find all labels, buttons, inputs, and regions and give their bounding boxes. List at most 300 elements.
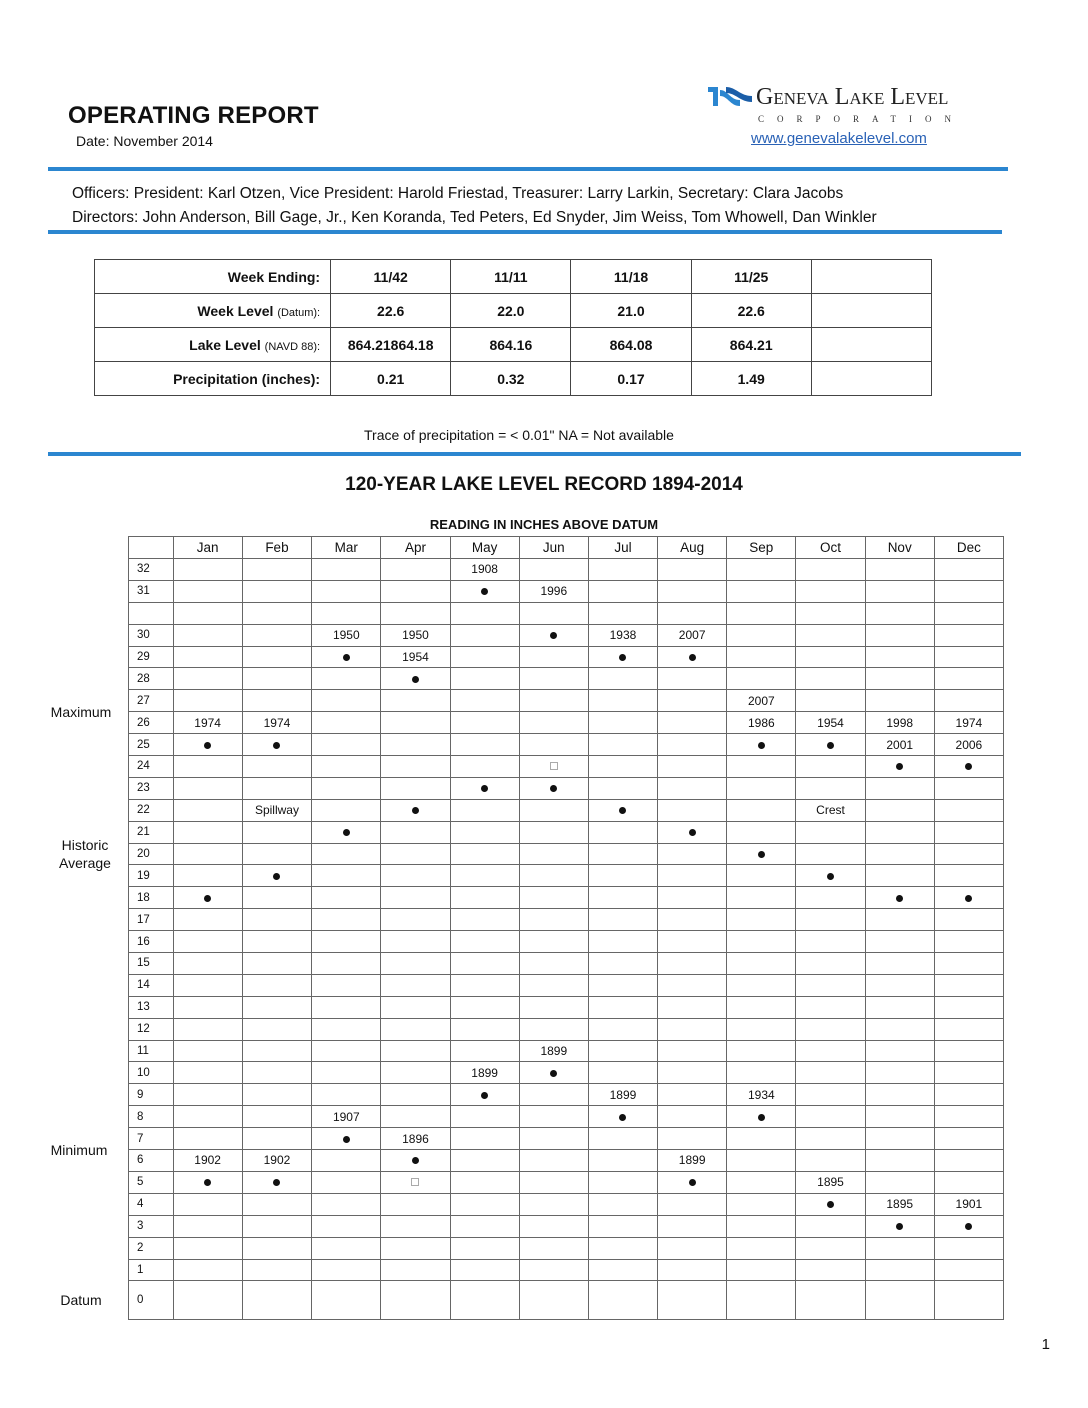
level-dot bbox=[273, 873, 280, 880]
level-row bbox=[129, 1215, 1004, 1237]
level-dot-cell bbox=[312, 1128, 381, 1150]
weekly-table bbox=[94, 259, 932, 396]
level-year-cell: 1998 bbox=[865, 712, 934, 734]
level-row bbox=[129, 624, 1004, 646]
level-dot bbox=[758, 1114, 765, 1121]
grid-cell bbox=[242, 1018, 312, 1040]
grid-cell bbox=[658, 1281, 727, 1320]
level-dot-cell bbox=[450, 580, 519, 602]
level-label: 25 bbox=[129, 734, 174, 756]
level-dot bbox=[343, 1136, 350, 1143]
grid-cell bbox=[658, 1040, 727, 1062]
grid-cell bbox=[450, 953, 519, 975]
level-label: 12 bbox=[129, 1018, 174, 1040]
open-square-marker bbox=[411, 1178, 419, 1186]
grid-cell bbox=[796, 1150, 865, 1172]
weekly-row bbox=[95, 328, 932, 362]
grid-cell bbox=[588, 734, 657, 756]
grid-cell bbox=[519, 559, 588, 581]
grid-cell bbox=[381, 734, 450, 756]
grid-cell bbox=[381, 1062, 450, 1084]
level-dot bbox=[758, 742, 765, 749]
grid-cell bbox=[312, 580, 381, 602]
weekly-cell: 11/42 bbox=[331, 260, 451, 294]
level-dot-cell bbox=[865, 756, 934, 778]
level-dot bbox=[896, 895, 903, 902]
grid-cell bbox=[242, 1259, 312, 1281]
grid-cell bbox=[796, 646, 865, 668]
level-label: 7 bbox=[129, 1128, 174, 1150]
level-year-cell: 2007 bbox=[727, 690, 796, 712]
grid-cell bbox=[381, 1018, 450, 1040]
grid-cell bbox=[381, 602, 450, 624]
grid-cell bbox=[796, 843, 865, 865]
grid-cell bbox=[242, 602, 312, 624]
level-label: 14 bbox=[129, 974, 174, 996]
level-row bbox=[129, 777, 1004, 799]
level-row bbox=[129, 580, 1004, 602]
grid-cell bbox=[242, 1193, 312, 1215]
grid-cell bbox=[519, 646, 588, 668]
grid-cell bbox=[173, 1237, 242, 1259]
level-label: 10 bbox=[129, 1062, 174, 1084]
officers-block bbox=[72, 182, 877, 230]
grid-cell bbox=[588, 777, 657, 799]
grid-cell bbox=[242, 953, 312, 975]
level-label: 22 bbox=[129, 799, 174, 821]
grid-cell bbox=[450, 1150, 519, 1172]
grid-cell bbox=[934, 1150, 1003, 1172]
grid-cell bbox=[727, 1193, 796, 1215]
level-label: 30 bbox=[129, 624, 174, 646]
grid-cell bbox=[450, 821, 519, 843]
level-dot-cell bbox=[381, 799, 450, 821]
grid-cell bbox=[450, 756, 519, 778]
level-dot-cell bbox=[588, 1106, 657, 1128]
level-dot-cell bbox=[727, 1106, 796, 1128]
grid-cell bbox=[727, 668, 796, 690]
grid-cell bbox=[242, 887, 312, 909]
grid-cell bbox=[588, 974, 657, 996]
grid-cell bbox=[796, 668, 865, 690]
logo-name: Geneva Lake Level bbox=[756, 84, 949, 110]
level-year-cell: 1950 bbox=[381, 624, 450, 646]
grid-cell bbox=[588, 580, 657, 602]
weekly-cell: 1.49 bbox=[691, 362, 811, 396]
grid-cell bbox=[519, 1237, 588, 1259]
grid-cell bbox=[312, 974, 381, 996]
grid-cell bbox=[312, 756, 381, 778]
level-year-cell: 1899 bbox=[450, 1062, 519, 1084]
level-dot-cell bbox=[727, 734, 796, 756]
grid-cell bbox=[173, 821, 242, 843]
level-label: 8 bbox=[129, 1106, 174, 1128]
grid-cell bbox=[519, 1281, 588, 1320]
level-label: 23 bbox=[129, 777, 174, 799]
grid-cell bbox=[865, 668, 934, 690]
grid-cell bbox=[658, 712, 727, 734]
level-dot bbox=[481, 1092, 488, 1099]
level-label: 16 bbox=[129, 931, 174, 953]
grid-cell bbox=[173, 1281, 242, 1320]
level-label: 32 bbox=[129, 559, 174, 581]
grid-cell bbox=[727, 1259, 796, 1281]
company-logo bbox=[706, 84, 1006, 154]
grid-cell bbox=[312, 953, 381, 975]
grid-cell bbox=[865, 1281, 934, 1320]
grid-cell bbox=[312, 668, 381, 690]
wave-logo-icon bbox=[706, 84, 754, 110]
level-year-cell: 1974 bbox=[242, 712, 312, 734]
level-dot-cell bbox=[450, 777, 519, 799]
grid-cell bbox=[588, 1215, 657, 1237]
grid-cell bbox=[658, 931, 727, 953]
level-row bbox=[129, 1259, 1004, 1281]
grid-cell bbox=[381, 1237, 450, 1259]
grid-cell bbox=[312, 1171, 381, 1193]
grid-cell bbox=[796, 821, 865, 843]
grid-cell bbox=[934, 1237, 1003, 1259]
grid-cell bbox=[796, 1128, 865, 1150]
grid-cell bbox=[519, 1171, 588, 1193]
level-dot-cell bbox=[658, 1171, 727, 1193]
level-row bbox=[129, 909, 1004, 931]
grid-cell bbox=[312, 996, 381, 1018]
level-label: 6 bbox=[129, 1150, 174, 1172]
grid-cell bbox=[450, 668, 519, 690]
grid-cell bbox=[796, 996, 865, 1018]
grid-cell bbox=[173, 580, 242, 602]
level-dot bbox=[550, 632, 557, 639]
level-label: 20 bbox=[129, 843, 174, 865]
grid-cell bbox=[865, 1150, 934, 1172]
month-header: Oct bbox=[796, 537, 865, 559]
grid-cell bbox=[796, 777, 865, 799]
grid-cell bbox=[727, 580, 796, 602]
grid-cell bbox=[865, 624, 934, 646]
grid-cell bbox=[934, 843, 1003, 865]
grid-cell bbox=[312, 602, 381, 624]
grid-cell bbox=[727, 1215, 796, 1237]
grid-cell bbox=[934, 668, 1003, 690]
grid-cell bbox=[727, 887, 796, 909]
grid-cell bbox=[519, 1193, 588, 1215]
grid-cell bbox=[242, 690, 312, 712]
level-dot-cell bbox=[519, 1062, 588, 1084]
level-label: 18 bbox=[129, 887, 174, 909]
level-row bbox=[129, 1281, 1004, 1320]
grid-cell bbox=[658, 668, 727, 690]
level-year-cell: 1907 bbox=[312, 1106, 381, 1128]
grid-cell bbox=[727, 1018, 796, 1040]
grid-cell bbox=[312, 1040, 381, 1062]
grid-cell bbox=[588, 1237, 657, 1259]
level-label: 24 bbox=[129, 756, 174, 778]
grid-cell bbox=[658, 974, 727, 996]
grid-cell bbox=[173, 865, 242, 887]
grid-cell bbox=[588, 1062, 657, 1084]
grid-cell bbox=[450, 887, 519, 909]
page-title: OPERATING REPORT bbox=[68, 102, 319, 129]
level-row bbox=[129, 1084, 1004, 1106]
grid-cell bbox=[658, 953, 727, 975]
grid-cell bbox=[242, 909, 312, 931]
month-header: Aug bbox=[658, 537, 727, 559]
level-dot-cell bbox=[173, 887, 242, 909]
level-dot bbox=[619, 1114, 626, 1121]
level-dot bbox=[204, 1179, 211, 1186]
grid-cell bbox=[381, 1193, 450, 1215]
grid-cell bbox=[519, 1215, 588, 1237]
label-datum: Datum bbox=[60, 1292, 102, 1308]
level-year-cell: 1974 bbox=[173, 712, 242, 734]
grid-cell bbox=[796, 1237, 865, 1259]
level-dot bbox=[896, 763, 903, 770]
weekly-cell bbox=[811, 362, 931, 396]
level-dot-cell bbox=[796, 1193, 865, 1215]
grid-cell bbox=[865, 974, 934, 996]
level-dot bbox=[343, 654, 350, 661]
grid-cell bbox=[796, 953, 865, 975]
grid-cell bbox=[450, 624, 519, 646]
grid-cell bbox=[865, 799, 934, 821]
weekly-row-label bbox=[95, 328, 331, 362]
divider-3 bbox=[48, 452, 1021, 456]
grid-cell bbox=[588, 1171, 657, 1193]
grid-cell bbox=[450, 1018, 519, 1040]
grid-cell bbox=[588, 1018, 657, 1040]
grid-cell bbox=[312, 1062, 381, 1084]
grid-cell bbox=[519, 1084, 588, 1106]
grid-cell bbox=[312, 712, 381, 734]
level-row bbox=[129, 1237, 1004, 1259]
grid-cell bbox=[727, 1237, 796, 1259]
level-label: 11 bbox=[129, 1040, 174, 1062]
grid-cell bbox=[173, 843, 242, 865]
grid-cell bbox=[658, 580, 727, 602]
grid-cell bbox=[312, 1084, 381, 1106]
level-year-cell: 1901 bbox=[934, 1193, 1003, 1215]
grid-cell bbox=[381, 712, 450, 734]
grid-cell bbox=[450, 602, 519, 624]
grid-cell bbox=[727, 602, 796, 624]
divider-2 bbox=[48, 230, 1002, 234]
level-dot bbox=[204, 742, 211, 749]
weekly-cell: 864.21 bbox=[691, 328, 811, 362]
grid-cell bbox=[381, 865, 450, 887]
month-header: Nov bbox=[865, 537, 934, 559]
grid-cell bbox=[242, 624, 312, 646]
level-row bbox=[129, 1062, 1004, 1084]
level-label: 13 bbox=[129, 996, 174, 1018]
grid-cell bbox=[450, 1171, 519, 1193]
grid-cell bbox=[519, 668, 588, 690]
weekly-cell: 864.08 bbox=[571, 328, 691, 362]
grid-cell bbox=[450, 1193, 519, 1215]
grid-cell bbox=[450, 1259, 519, 1281]
grid-cell bbox=[242, 1062, 312, 1084]
chart-subtitle: READING IN INCHES ABOVE DATUM bbox=[429, 517, 659, 532]
grid-cell bbox=[242, 1084, 312, 1106]
level-dot bbox=[412, 807, 419, 814]
level-year-cell: 1974 bbox=[934, 712, 1003, 734]
label-historic-average: Historic Average bbox=[59, 837, 111, 871]
level-label: 26 bbox=[129, 712, 174, 734]
grid-cell bbox=[242, 777, 312, 799]
grid-cell bbox=[934, 559, 1003, 581]
level-dot-cell bbox=[588, 799, 657, 821]
grid-cell bbox=[312, 1215, 381, 1237]
grid-cell bbox=[519, 690, 588, 712]
grid-cell bbox=[312, 1281, 381, 1320]
grid-cell bbox=[658, 887, 727, 909]
grid-cell bbox=[519, 843, 588, 865]
grid-cell bbox=[173, 624, 242, 646]
level-dot bbox=[689, 829, 696, 836]
grid-cell bbox=[519, 1150, 588, 1172]
grid-cell bbox=[727, 799, 796, 821]
grid-cell bbox=[865, 1237, 934, 1259]
officers-line: Officers: President: Karl Otzen, Vice President: Harold Friestad, Treasurer: Larry Larkin, Secretary: Clara Jacobs bbox=[72, 185, 844, 202]
level-year-cell: 1996 bbox=[519, 580, 588, 602]
grid-cell bbox=[519, 1259, 588, 1281]
month-header: Mar bbox=[312, 537, 381, 559]
grid-cell bbox=[381, 559, 450, 581]
grid-cell bbox=[796, 602, 865, 624]
level-dot-cell bbox=[312, 821, 381, 843]
grid-cell bbox=[796, 1062, 865, 1084]
weekly-row-label bbox=[95, 294, 331, 328]
level-year-cell: 1902 bbox=[173, 1150, 242, 1172]
grid-cell bbox=[934, 580, 1003, 602]
weekly-row bbox=[95, 362, 932, 396]
weekly-cell bbox=[811, 328, 931, 362]
row-label-unit: (NAVD 88): bbox=[264, 340, 321, 353]
level-dot-cell bbox=[934, 756, 1003, 778]
grid-cell bbox=[934, 865, 1003, 887]
grid-cell bbox=[519, 734, 588, 756]
level-dot bbox=[204, 895, 211, 902]
grid-cell bbox=[934, 974, 1003, 996]
grid-cell bbox=[865, 909, 934, 931]
lake-level-grid bbox=[128, 536, 1004, 1320]
grid-cell bbox=[519, 887, 588, 909]
weekly-cell bbox=[811, 260, 931, 294]
grid-cell bbox=[450, 1040, 519, 1062]
grid-cell bbox=[727, 1171, 796, 1193]
level-dot bbox=[758, 851, 765, 858]
level-row bbox=[129, 712, 1004, 734]
grid-cell bbox=[865, 996, 934, 1018]
grid-cell bbox=[658, 996, 727, 1018]
precipitation-note: Trace of precipitation = < 0.01" NA = Not available bbox=[364, 427, 674, 443]
grid-cell bbox=[658, 1259, 727, 1281]
level-row bbox=[129, 887, 1004, 909]
grid-cell bbox=[588, 756, 657, 778]
grid-cell bbox=[934, 1062, 1003, 1084]
level-dot bbox=[827, 742, 834, 749]
grid-cell bbox=[727, 974, 796, 996]
grid-cell bbox=[588, 865, 657, 887]
open-square-marker bbox=[550, 762, 558, 770]
grid-cell bbox=[727, 865, 796, 887]
weekly-cell: 21.0 bbox=[571, 294, 691, 328]
website-link[interactable]: www.genevalakelevel.com bbox=[751, 130, 927, 147]
grid-cell bbox=[450, 1281, 519, 1320]
grid-cell bbox=[173, 974, 242, 996]
level-year-cell: 1899 bbox=[588, 1084, 657, 1106]
grid-cell bbox=[658, 1062, 727, 1084]
level-dot-cell bbox=[381, 668, 450, 690]
grid-cell bbox=[381, 580, 450, 602]
grid-cell bbox=[242, 1215, 312, 1237]
row-label-text: Week Level bbox=[197, 302, 278, 319]
grid-cell bbox=[312, 1018, 381, 1040]
grid-cell bbox=[450, 799, 519, 821]
level-dot-cell bbox=[242, 1171, 312, 1193]
grid-cell bbox=[658, 1215, 727, 1237]
grid-cell bbox=[173, 953, 242, 975]
weekly-cell bbox=[811, 294, 931, 328]
level-dot bbox=[550, 785, 557, 792]
grid-cell bbox=[865, 1062, 934, 1084]
grid-cell bbox=[450, 646, 519, 668]
level-label: 2 bbox=[129, 1237, 174, 1259]
level-row bbox=[129, 668, 1004, 690]
grid-cell bbox=[519, 602, 588, 624]
level-dot bbox=[412, 1157, 419, 1164]
level-row bbox=[129, 843, 1004, 865]
level-year-cell: 1950 bbox=[312, 624, 381, 646]
grid-cell bbox=[450, 843, 519, 865]
level-dot-cell bbox=[242, 734, 312, 756]
grid-cell bbox=[173, 1259, 242, 1281]
grid-cell bbox=[173, 756, 242, 778]
level-dot-cell bbox=[658, 821, 727, 843]
grid-cell bbox=[450, 909, 519, 931]
grid-cell bbox=[242, 1128, 312, 1150]
level-year-cell: 1938 bbox=[588, 624, 657, 646]
weekly-cell: 0.32 bbox=[451, 362, 571, 396]
level-row bbox=[129, 799, 1004, 821]
grid-cell bbox=[727, 777, 796, 799]
grid-cell bbox=[934, 690, 1003, 712]
grid-cell bbox=[381, 1040, 450, 1062]
level-year-cell: 1899 bbox=[658, 1150, 727, 1172]
level-dot-cell bbox=[381, 1150, 450, 1172]
grid-cell bbox=[658, 756, 727, 778]
level-dot-cell bbox=[796, 734, 865, 756]
level-year-cell: 1895 bbox=[865, 1193, 934, 1215]
grid-cell bbox=[173, 1193, 242, 1215]
level-dot-cell bbox=[450, 1084, 519, 1106]
grid-cell bbox=[242, 974, 312, 996]
grid-cell bbox=[934, 646, 1003, 668]
level-dot-cell bbox=[796, 865, 865, 887]
level-row bbox=[129, 1128, 1004, 1150]
grid-cell bbox=[658, 1193, 727, 1215]
month-header: Dec bbox=[934, 537, 1003, 559]
grid-cell bbox=[588, 1128, 657, 1150]
grid-cell bbox=[519, 909, 588, 931]
divider-1 bbox=[48, 167, 1008, 171]
month-header: Apr bbox=[381, 537, 450, 559]
level-dot bbox=[827, 1201, 834, 1208]
weekly-cell: 0.21 bbox=[331, 362, 451, 396]
grid-cell bbox=[450, 1128, 519, 1150]
grid-cell bbox=[934, 1040, 1003, 1062]
grid-cell bbox=[934, 1084, 1003, 1106]
